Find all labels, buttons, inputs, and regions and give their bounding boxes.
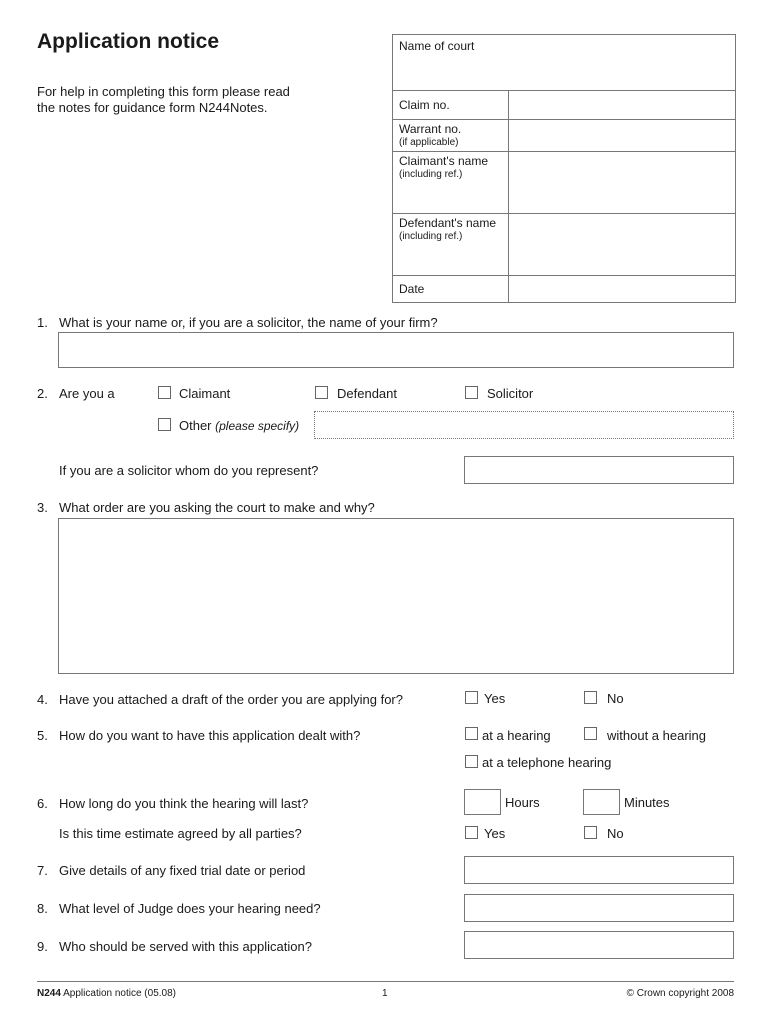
copyright: © Crown copyright 2008 [626,988,734,999]
other-specify-input[interactable] [314,411,734,439]
warrant-no-sub: (if applicable) [399,137,459,148]
q7-number: 7. [37,863,48,878]
name-of-court-field[interactable] [393,53,735,89]
claim-no-row [393,90,735,119]
claimant-label: Claimant [179,386,231,401]
q2-text: Are you a [59,386,115,401]
date-label: Date [399,282,425,296]
warrant-no-label: Warrant no. [399,122,462,136]
solicitor-checkbox[interactable] [465,386,478,399]
represent-input[interactable] [464,456,734,484]
warrant-no-field[interactable] [509,120,735,152]
date-field[interactable] [509,276,735,302]
agreed-text: Is this time estimate agreed by all parties? [59,826,302,841]
without-hearing-checkbox[interactable] [584,727,597,740]
minutes-label: Minutes [624,795,670,810]
defendant-name-field[interactable] [509,214,735,276]
claimant-name-sub: (including ref.) [399,169,463,180]
name-input[interactable] [58,332,734,368]
defendant-name-sub: (including ref.) [399,231,463,242]
q1-number: 1. [37,315,48,330]
intro-line-2: the notes for guidance form N244Notes. [37,100,268,115]
other-checkbox[interactable] [158,418,171,431]
date-row [393,275,735,301]
form-name: Application notice (05.08) [63,988,176,999]
solicitor-label: Solicitor [487,386,534,401]
other-note: (please specify) [215,419,300,433]
court-details-box [392,34,736,303]
served-input[interactable] [464,931,734,959]
agreed-yes-checkbox[interactable] [465,826,478,839]
telephone-hearing-checkbox[interactable] [465,755,478,768]
draft-no-label: No [607,691,624,706]
q9-number: 9. [37,939,48,954]
q5-number: 5. [37,728,48,743]
draft-yes-checkbox[interactable] [465,691,478,704]
q3-text: What order are you asking the court to make and why? [59,500,375,515]
q6-number: 6. [37,796,48,811]
form-code: N244 [37,988,61,999]
q6-text: How long do you think the hearing will last? [59,796,309,811]
q5-text: How do you want to have this application dealt with? [59,728,361,743]
minutes-input[interactable] [583,789,620,815]
claimant-name-label: Claimant's name [399,154,488,168]
defendant-checkbox[interactable] [315,386,328,399]
page-number: 1 [382,988,388,999]
intro-text [37,84,337,116]
q4-number: 4. [37,692,48,707]
defendant-name-row [393,213,735,275]
q4-text: Have you attached a draft of the order you are applying for? [59,692,403,707]
warrant-no-row [393,119,735,151]
judge-level-input[interactable] [464,894,734,922]
claimant-name-field[interactable] [509,152,735,214]
q1-text: What is your name or, if you are a solicitor, the name of your firm? [59,315,438,330]
name-of-court-label: Name of court [399,39,475,53]
agreed-no-label: No [607,826,624,841]
claimant-name-row [393,151,735,213]
at-hearing-label: at a hearing [482,728,551,743]
trial-date-input[interactable] [464,856,734,884]
intro-line-1: For help in completing this form please read [37,84,290,99]
telephone-hearing-label: at a telephone hearing [482,755,612,770]
hours-input[interactable] [464,789,501,815]
defendant-label: Defendant [337,386,397,401]
page-title: Application notice [37,30,220,53]
q2-number: 2. [37,386,48,401]
hours-label: Hours [505,795,540,810]
claimant-checkbox[interactable] [158,386,171,399]
claim-no-label: Claim no. [399,98,450,112]
claim-no-field[interactable] [509,91,735,120]
other-label: Other [179,418,212,433]
q8-text: What level of Judge does your hearing need? [59,901,321,916]
q8-number: 8. [37,901,48,916]
draft-no-checkbox[interactable] [584,691,597,704]
draft-yes-label: Yes [484,691,506,706]
agreed-yes-label: Yes [484,826,506,841]
without-hearing-label: without a hearing [607,728,707,743]
q7-text: Give details of any fixed trial date or period [59,863,306,878]
footer-divider [37,981,734,982]
at-hearing-checkbox[interactable] [465,727,478,740]
represent-text: If you are a solicitor whom do you represent? [59,463,319,478]
q3-number: 3. [37,500,48,515]
order-textarea[interactable] [58,518,734,674]
agreed-no-checkbox[interactable] [584,826,597,839]
defendant-name-label: Defendant's name [399,216,497,230]
q9-text: Who should be served with this application? [59,939,312,954]
